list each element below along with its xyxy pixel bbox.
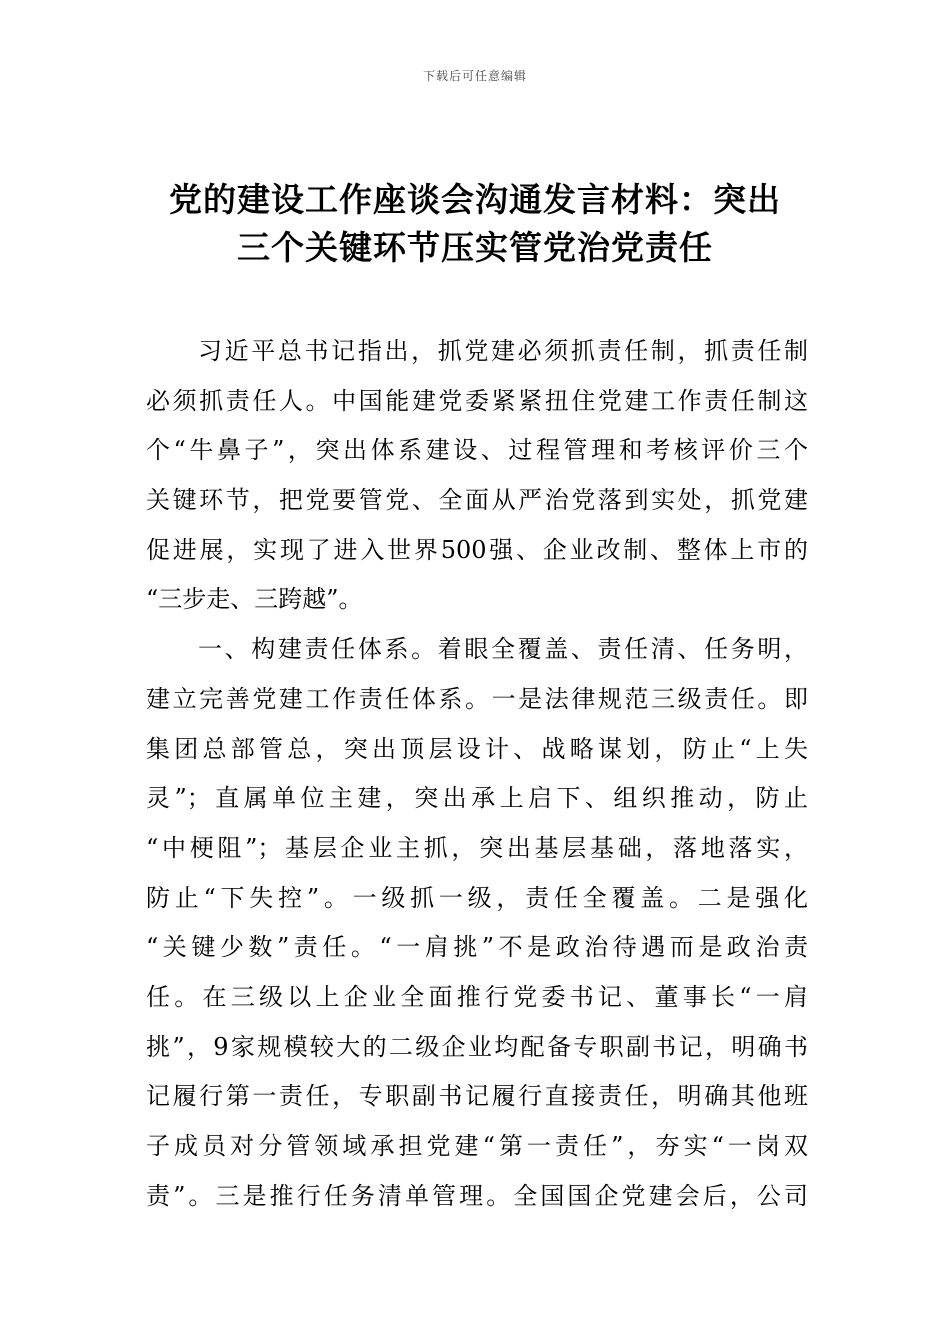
text-line: 一、构建责任体系。着眼全覆盖、责任清、任务明， — [198, 635, 808, 664]
text-line: “三步走、三跨越”。 — [146, 585, 363, 614]
text-line: “中梗阻”；基层企业主抓，突出基层基础，落地落实， — [146, 833, 808, 862]
text-line: 个“牛鼻子”，突出体系建设、过程管理和考核评价三个 — [146, 436, 808, 465]
text-line: 责”。三是推行任务清单管理。全国国企党建会后，公司 — [146, 1181, 808, 1210]
document-body — [146, 327, 808, 1221]
text-line: 防止“下失控”。一级抓一级，责任全覆盖。二是强化 — [146, 883, 808, 912]
paragraph — [146, 625, 808, 1221]
header-note: 下载后可任意编辑 — [422, 69, 527, 83]
text-line: 子成员对分管领域承担党建“第一责任”，夯实“一岗双 — [146, 1132, 808, 1160]
text-line: 必须抓责任人。中国能建党委紧紧扭住党建工作责任制这 — [146, 386, 808, 415]
text-line: 灵”；直属单位主建，突出承上启下、组织推动，防止 — [146, 784, 808, 813]
text-line: 记履行第一责任，专职副书记履行直接责任，明确其他班 — [146, 1082, 808, 1111]
text-line: 任。在三级以上企业全面推行党委书记、董事长“一肩 — [146, 982, 808, 1011]
text-line: 建立完善党建工作责任体系。一是法律规范三级责任。即 — [146, 684, 808, 713]
text-line: “关键少数”责任。“一肩挑”不是政治待遇而是政治责 — [146, 933, 808, 962]
text-line: 挑”，9家规模较大的二级企业均配备专职副书记，明确书 — [146, 1032, 808, 1061]
title-line-1: 党的建设工作座谈会沟通发言材料：突出 — [169, 180, 781, 219]
document-title — [140, 176, 810, 272]
title-line-2: 三个关键环节压实管党治党责任 — [237, 228, 713, 267]
text-line: 促进展，实现了进入世界500强、企业改制、整体上市的 — [146, 535, 808, 564]
paragraph — [146, 327, 808, 625]
text-line: 习近平总书记指出，抓党建必须抓责任制，抓责任制 — [198, 337, 808, 365]
text-line: 集团总部管总，突出顶层设计、战略谋划，防止“上失 — [146, 734, 808, 763]
text-line: 关键环节，把党要管党、全面从严治党落到实处，抓党建 — [146, 486, 808, 515]
